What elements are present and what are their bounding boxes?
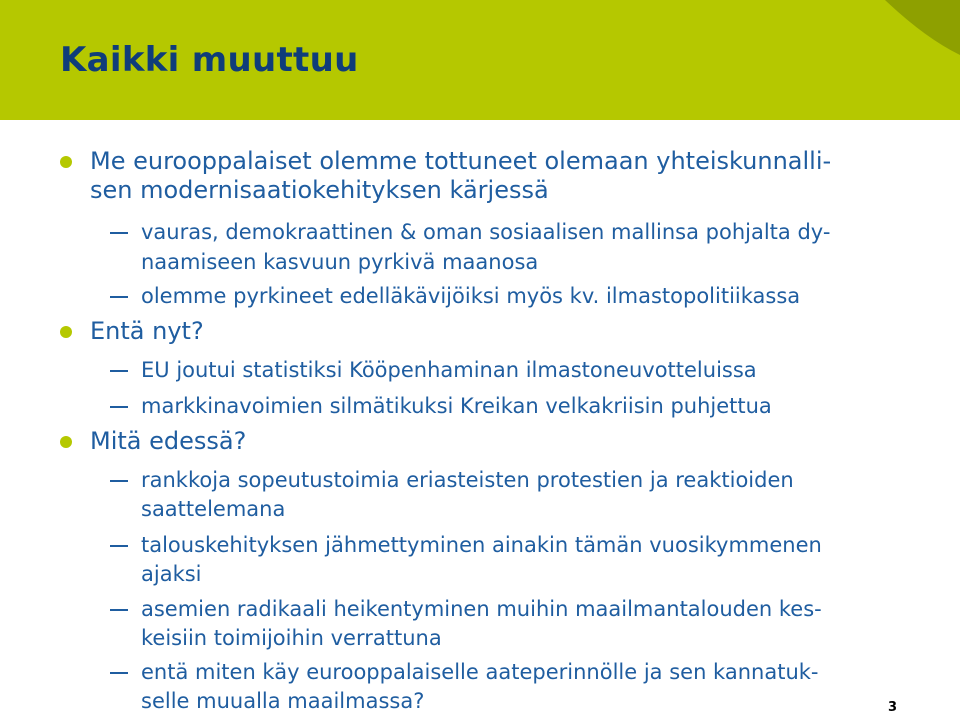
bullet-line: Me eurooppalaiset olemme tottuneet olemaan yhteiskunnalli- (90, 147, 832, 175)
sub-bullet-dash (110, 609, 128, 611)
sub-bullet-dash (110, 545, 128, 547)
sub-bullet-line: vauras, demokraattinen & oman sosiaalisen mallinsa pohjalta dy- (141, 220, 831, 244)
sub-bullet-line: asemien radikaali heikentyminen muihin maailmantalouden kes- (141, 597, 822, 621)
sub-bullet-line: rankkoja sopeutustoimia eriasteisten protestien ja reaktioiden (141, 468, 794, 492)
sub-bullet-dash (110, 232, 128, 234)
slide-title: Kaikki muuttuu (60, 40, 359, 80)
bullet-dot (60, 326, 72, 338)
sub-bullet-line: keisiin toimijoihin verrattuna (141, 626, 442, 650)
sub-bullet-line: selle muualla maailmassa? (141, 689, 425, 713)
bullet-dot (60, 156, 72, 168)
page-number: 3 (888, 700, 898, 715)
bullet-line: Mitä edessä? (90, 427, 247, 455)
sub-bullet-line: entä miten käy eurooppalaiselle aateperinnölle ja sen kannatuk- (141, 660, 819, 684)
sub-bullet-line: ajaksi (141, 562, 202, 586)
bullet-dot (60, 436, 72, 448)
bullet-line: Entä nyt? (90, 317, 204, 345)
sub-bullet-line: naamiseen kasvuun pyrkivä maanosa (141, 250, 539, 274)
sub-bullet-dash (110, 296, 128, 298)
sub-bullet-line: saattelemana (141, 497, 286, 521)
sub-bullet-line: EU joutui statistiksi Kööpenhaminan ilmastoneuvotteluissa (141, 358, 757, 382)
sub-bullet-dash (110, 406, 128, 408)
sub-bullet-line: olemme pyrkineet edelläkävijöiksi myös kv. ilmastopolitiikassa (141, 284, 801, 308)
sub-bullet-line: markkinavoimien silmätikuksi Kreikan velkakriisin puhjettua (141, 394, 772, 418)
sub-bullet-dash (110, 370, 128, 372)
sub-bullet-line: talouskehityksen jähmettyminen ainakin tämän vuosikymmenen (141, 533, 822, 557)
sub-bullet-dash (110, 672, 128, 674)
sub-bullet-dash (110, 480, 128, 482)
bullet-line: sen modernisaatiokehityksen kärjessä (90, 176, 549, 204)
